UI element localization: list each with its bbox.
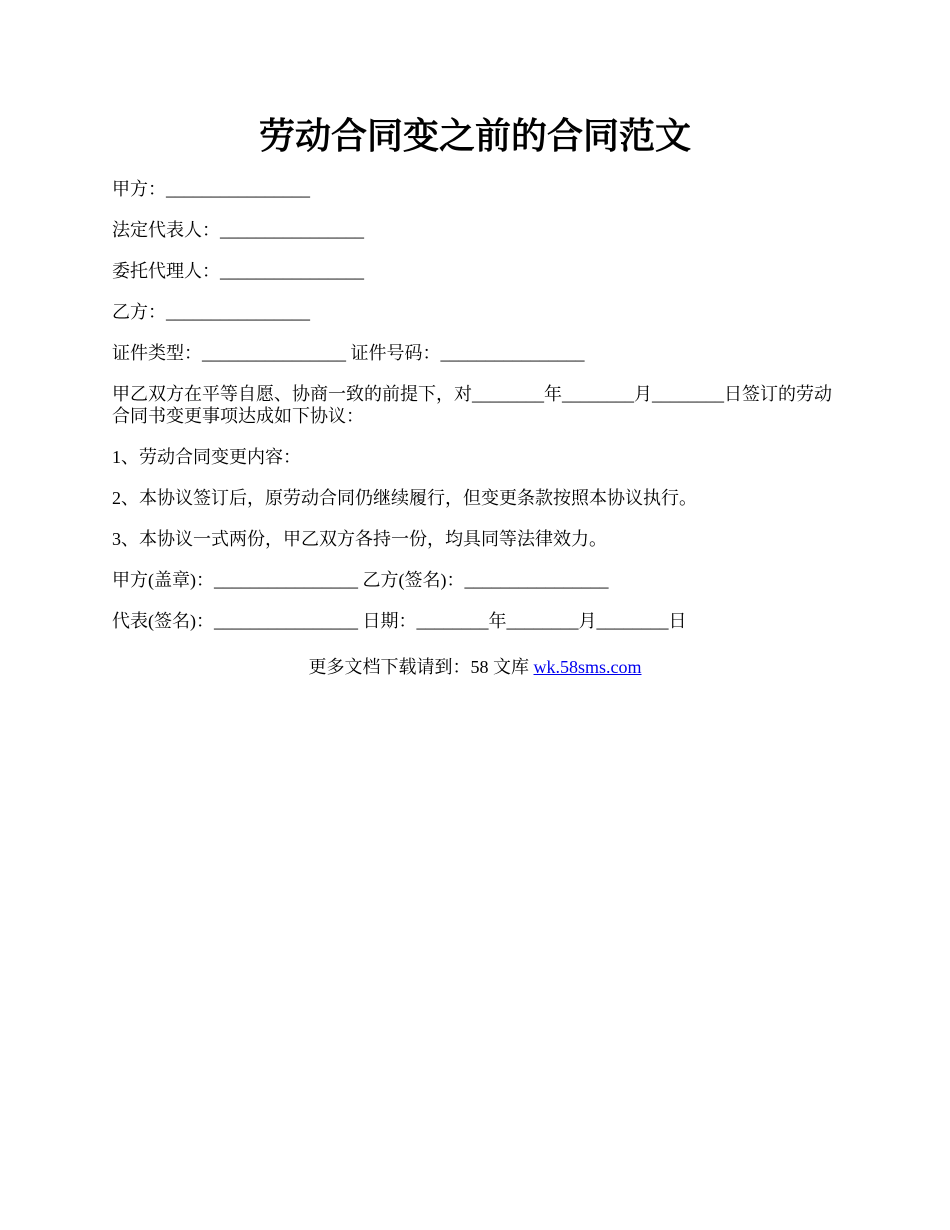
clause-2: 2、本协议签订后，原劳动合同仍继续履行，但变更条款按照本协议执行。 [112, 488, 697, 508]
agreement-preamble: 甲乙双方在平等自愿、协商一致的前提下，对________年________月________日签订的劳动合同书变更事项达成如下协议： [112, 384, 832, 426]
party-a-line: 甲方：________________ [112, 179, 310, 199]
download-link[interactable]: wk.58sms.com [533, 657, 642, 677]
download-footer [0, 656, 950, 678]
authorized-agent-line: 委托代理人：________________ [112, 261, 364, 281]
legal-representative-line: 法定代表人：________________ [112, 220, 364, 240]
party-b-line: 乙方：________________ [112, 302, 310, 322]
representative-date-line: 代表(签名)：________________ 日期：________年________月________日 [112, 611, 687, 631]
signature-line: 甲方(盖章)：________________ 乙方(签名)：________________ [112, 570, 609, 590]
document-title: 劳动合同变之前的合同范文 [258, 116, 691, 156]
clause-3: 3、本协议一式两份，甲乙双方各持一份，均具同等法律效力。 [112, 529, 607, 549]
clause-1: 1、劳动合同变更内容： [112, 447, 301, 467]
document-body [112, 178, 842, 651]
footer-text: 更多文档下载请到：58 文库 [308, 657, 534, 677]
id-type-number-line: 证件类型：________________ 证件号码：________________ [112, 343, 585, 363]
